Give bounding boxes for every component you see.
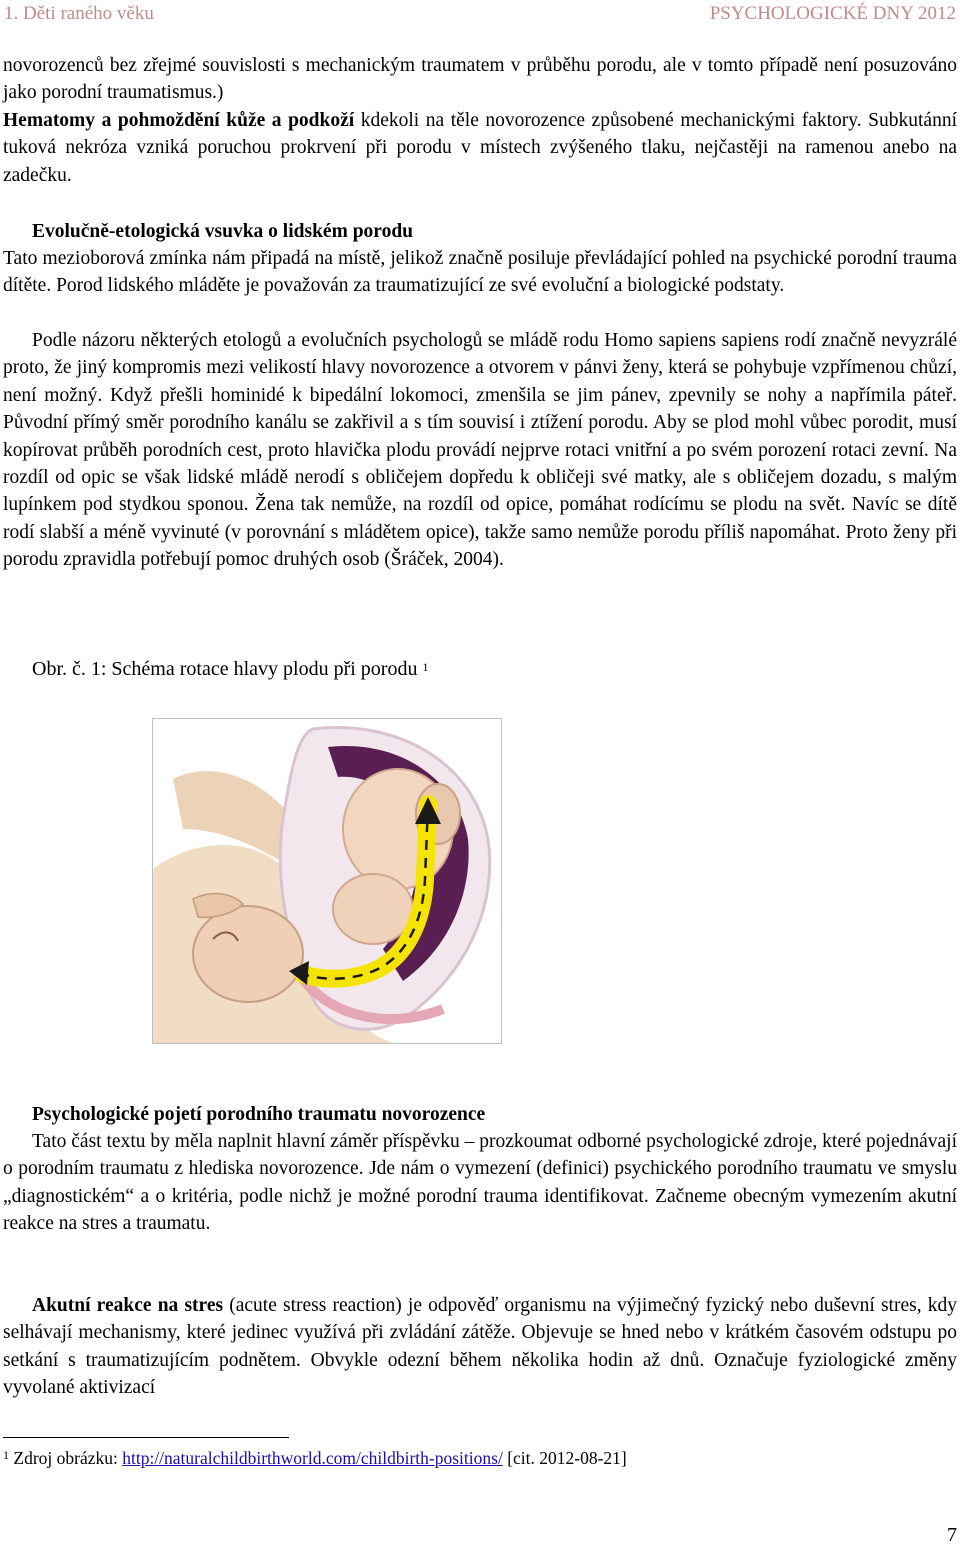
- paragraph-evolution-1: [3, 245, 957, 300]
- footnote-number: 1: [3, 1448, 9, 1462]
- paragraph-intro: [3, 52, 957, 107]
- fetus-head: [193, 906, 303, 1002]
- footnote: [3, 1446, 627, 1470]
- term-acute-stress: Akutní reakce na stres: [32, 1295, 224, 1316]
- term-hematomy: Hematomy a pohmoždění kůže a podkoží: [3, 110, 355, 131]
- paragraph-hematomy: [3, 107, 957, 189]
- birth-rotation-figure: [152, 718, 502, 1044]
- fetus-shoulder: [333, 874, 413, 944]
- paragraph-evolution-1-text: Tato mezioborová zmínka nám připadá na místě, jelikož značně posiluje převládající pohled na psychické porodní trauma dítěte. Porod lidského mláděte je považován za traumatizující ze své evoluční a biologické podstaty.: [3, 248, 957, 297]
- paragraph-evolution-2: [3, 327, 957, 574]
- birth-illustration: [153, 719, 501, 1043]
- paragraph-intro-text: novorozenců bez zřejmé souvislosti s mechanickým traumatem v průběhu porodu, ale v tomto případě není posuzováno jako porodní traumatismus.): [3, 55, 957, 104]
- section-heading-evolution: Evolučně-etologická vsuvka o lidském porodu: [32, 221, 414, 242]
- footnote-separator: [3, 1437, 289, 1438]
- header-right: PSYCHOLOGICKÉ DNY 2012: [709, 3, 956, 24]
- footnote-suffix: [cit. 2012-08-21]: [502, 1448, 627, 1468]
- footnote-prefix: Zdroj obrázku:: [13, 1448, 123, 1468]
- figure-caption: [32, 655, 428, 683]
- section-heading-psych: Psychologické pojetí porodního traumatu novorozence: [32, 1104, 486, 1125]
- paragraph-stress-text: (acute stress reaction) je odpověď organismu na výjimečný fyzický nebo duševní stres, kdy selhávají mechanismy, které jedinec využívá při zvládání zátěže. Objevuje se hned nebo v krátkém časovém odstupu po setkání s traumatizujícím podnětem. Obvykle odezní během několika hodin až dnů. Označuje fyziologické změny vyvolané aktivizací: [3, 1295, 957, 1399]
- paragraph-psych-1-text: Tato část textu by měla naplnit hlavní záměr příspěvku – prozkoumat odborné psychologické zdroje, které pojednávají o porodním traumatu z hlediska novorozence. Jde nám o vymezení (definici) psychického porodního traumatu ve smyslu „diagnostickém“ a o kritéria, podle nichž je možné porodní trauma identifikovat. Začneme obecným vymezením akutní reakce na stres a traumatu.: [3, 1131, 957, 1235]
- paragraph-evolution-2-text: Podle názoru některých etologů a evolučních psychologů se mládě rodu Homo sapiens sapiens rodí značně nevyzrálé proto, že jiný kompromis mezi velikostí hlavy novorozence a otvorem v pánvi ženy, která se pohybuje vzpřímenou chůzí, není možný. Když přešli hominidé k bipedální lokomoci, zmenšila se jim pánev, zpevnily se nohy a napřímila páteř. Původní přímý směr porodního kanálu se zakřivil a s tím souvisí i ztížení porodu. Aby se plod mohl vůbec porodit, musí kopírovat průběh porodních cest, proto hlavička plodu provádí nejprve rotaci vnitřní a po svém porození rotaci zevní. Na rozdíl od opic se však lidské mládě nerodí s obličejem dopředu k obličeji své matky, ale s obličejem dozadu, s malým lupínkem pod stydkou sponou. Žena tak nemůže, na rozdíl od opice, pomáhat rodícímu se plodu na svět. Navíc se dítě rodí slabší a méně vyvinuté (v porovnání s mládětem opice), takže samo nemůže porodu příliš napomáhat. Proto ženy při porodu zpravidla potřebují pomoc druhých osob (Šráček, 2004).: [3, 330, 957, 571]
- paragraph-stress: [3, 1292, 957, 1402]
- page-number: 7: [947, 1524, 957, 1546]
- footnote-ref: 1: [422, 660, 429, 674]
- paragraph-hematomy-text: kdekoli na těle novorozence způsobené mechanickými faktory. Subkutánní tuková nekróza vzniká poruchou prokrvení při porodu v místech zvýšeného tlaku, nejčastěji na ramenou anebo na zadečku.: [3, 110, 957, 186]
- header-left: 1. Děti raného věku: [4, 3, 154, 24]
- running-header: [0, 0, 960, 30]
- paragraph-psych-1: [3, 1128, 957, 1238]
- figure-caption-text: Obr. č. 1: Schéma rotace hlavy plodu při porodu: [32, 658, 418, 680]
- footnote-link[interactable]: http://naturalchildbirthworld.com/childbirth-positions/: [122, 1448, 503, 1468]
